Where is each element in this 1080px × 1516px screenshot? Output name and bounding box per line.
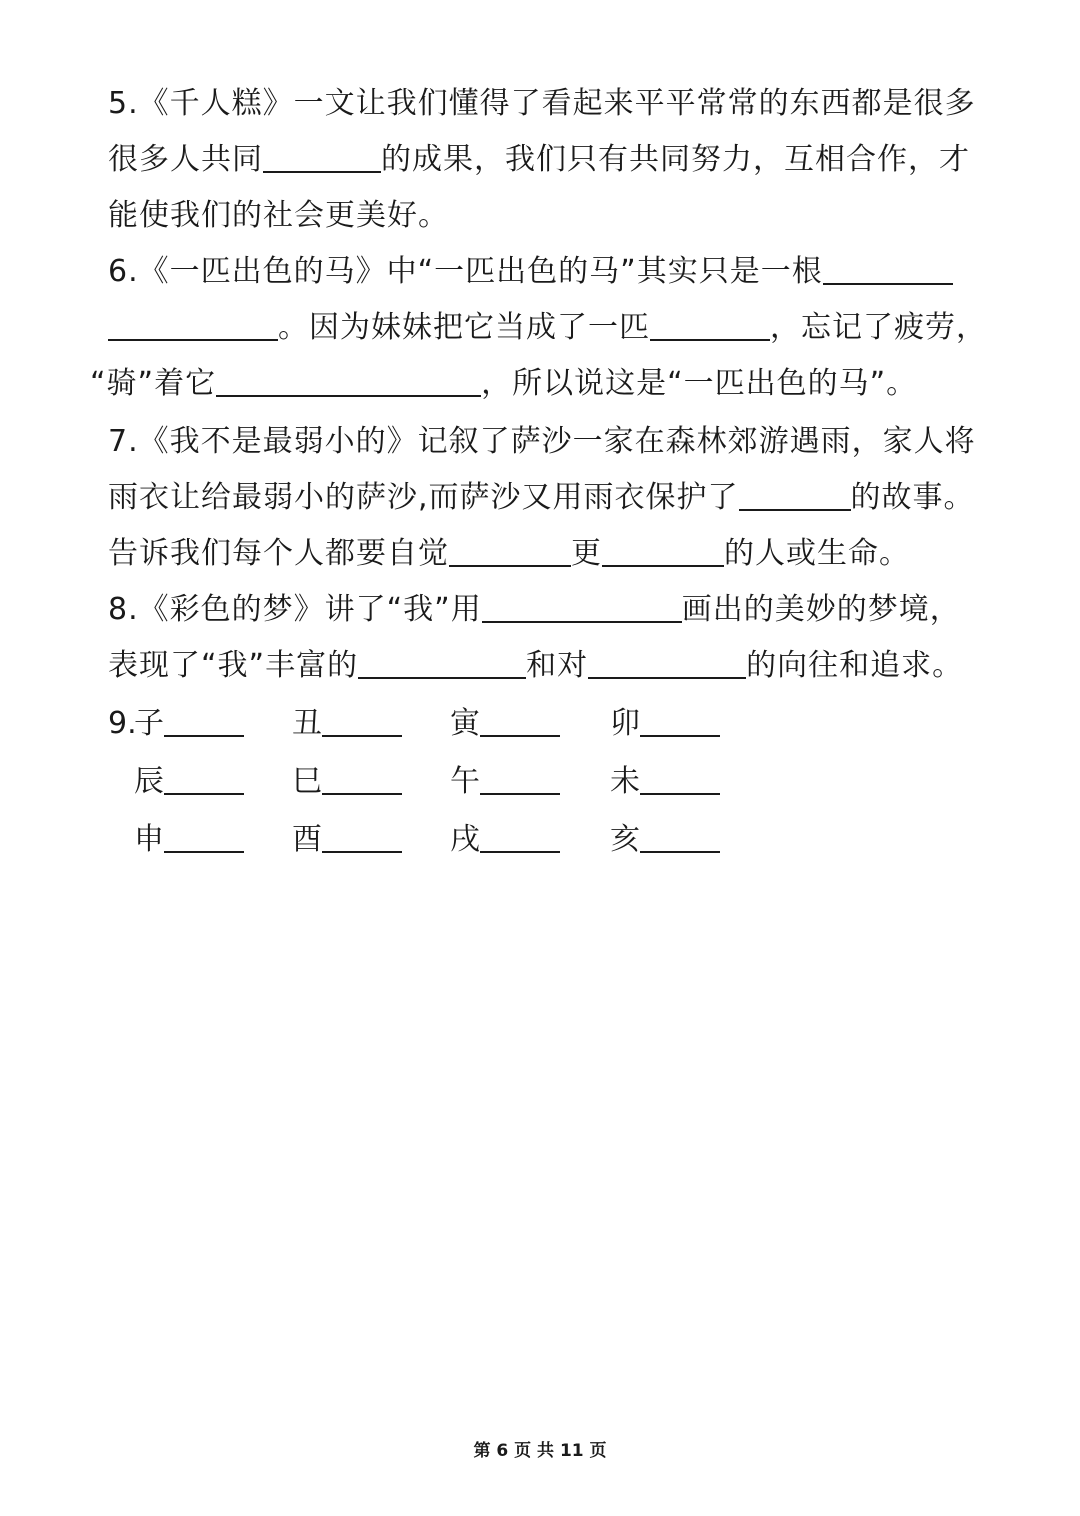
zodiac-cell: 未 [610, 754, 720, 810]
answer-blank[interactable] [322, 763, 402, 795]
answer-blank[interactable] [322, 705, 402, 737]
answer-blank[interactable] [480, 705, 560, 737]
q6-line-3: “骑”着它 ，所以说这是“一匹出色的马”。 [90, 366, 918, 401]
answer-blank[interactable] [164, 705, 244, 737]
answer-blank[interactable] [216, 365, 481, 397]
answer-blank[interactable] [164, 821, 244, 853]
zodiac-cell: 午 [450, 754, 560, 810]
answer-blank[interactable] [164, 763, 244, 795]
answer-blank[interactable] [322, 821, 402, 853]
zodiac-cell: 卯 [610, 696, 720, 752]
q7-line-2: 雨衣让给最弱小的萨沙,而萨沙又用雨衣保护了 的故事。 [108, 480, 975, 515]
page-footer: 第 6 页 共 11 页 [473, 1441, 607, 1461]
zodiac-cell: 亥 [610, 812, 720, 868]
zodiac-cell: 申 [134, 812, 244, 868]
zodiac-cell: 辰 [134, 754, 244, 810]
answer-blank[interactable] [640, 763, 720, 795]
q6-line-2: 。因为妹妹把它当成了一匹 ，忘记了疲劳， [108, 300, 987, 356]
answer-blank[interactable] [263, 141, 381, 173]
answer-blank[interactable] [108, 309, 278, 341]
answer-blank[interactable] [823, 253, 953, 285]
answer-blank[interactable] [449, 535, 571, 567]
answer-blank[interactable] [482, 591, 682, 623]
answer-blank[interactable] [480, 821, 560, 853]
q5-line-3: 能使我们的社会更美好。 [108, 198, 449, 233]
answer-blank[interactable] [588, 647, 746, 679]
zodiac-cell: 寅 [450, 696, 560, 752]
zodiac-cell: 丑 [292, 696, 402, 752]
answer-blank[interactable] [739, 479, 851, 511]
answer-blank[interactable] [640, 821, 720, 853]
q8-line-2: 表现了“我”丰富的 和对 的向往和追求。 [108, 648, 964, 683]
q6-line-1: 6.《一匹出色的马》中“一匹出色的马”其实只是一根 [108, 244, 953, 300]
q5-line-1: 5.《千人糕》一文让我们懂得了看起来平平常常的东西都是很多 [108, 86, 976, 121]
q8-line-1: 8.《彩色的梦》讲了“我”用 画出的美妙的梦境， [108, 592, 961, 627]
answer-blank[interactable] [480, 763, 560, 795]
q9-row-1 [108, 696, 1008, 752]
q5-line-2: 很多人共同 的成果，我们只有共同努力，互相合作，才 [108, 142, 970, 177]
q9-row-3 [108, 812, 1008, 868]
zodiac-cell: 酉 [292, 812, 402, 868]
zodiac-cell: 戌 [450, 812, 560, 868]
zodiac-cell: 子 [134, 696, 244, 752]
zodiac-cell: 巳 [292, 754, 402, 810]
answer-blank[interactable] [358, 647, 526, 679]
answer-blank[interactable] [650, 309, 770, 341]
q7-line-1: 7.《我不是最弱小的》记叙了萨沙一家在森林郊游遇雨，家人将 [108, 424, 976, 459]
q9-number: 9. [108, 706, 137, 741]
q9-row-2 [108, 754, 1008, 810]
answer-blank[interactable] [640, 705, 720, 737]
answer-blank[interactable] [602, 535, 724, 567]
q7-line-3: 告诉我们每个人都要自觉 更 的人或生命。 [108, 536, 910, 571]
